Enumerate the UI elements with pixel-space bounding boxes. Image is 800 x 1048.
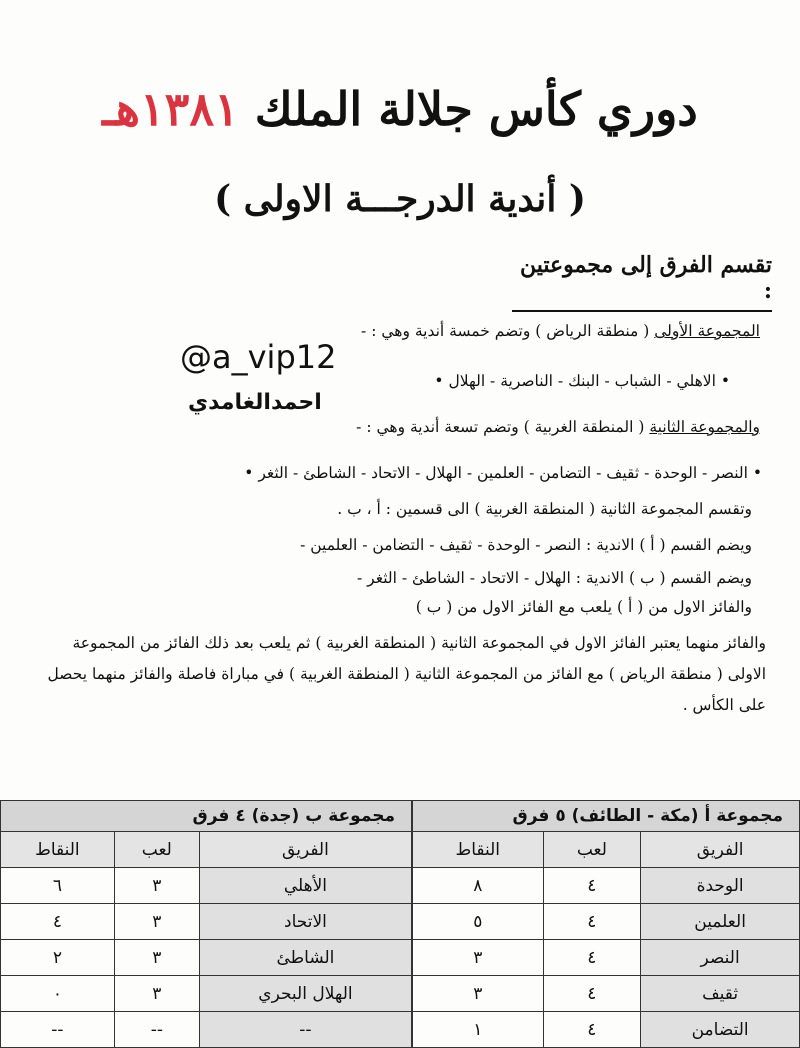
points-cell: ٦: [1, 868, 115, 904]
sectionB-line: ويضم القسم ( ب ) الاندية : الهلال - الاتحاد - الشاطئ - الثغر -: [357, 569, 752, 587]
table-row: [1, 1012, 412, 1048]
group-a-caption: مجموعة أ (مكة - الطائف) ٥ فرق: [413, 801, 800, 832]
table-row: [413, 868, 800, 904]
team-cell: الوحدة: [641, 868, 800, 904]
played-cell: ٣: [114, 976, 199, 1012]
points-cell: ٣: [413, 976, 544, 1012]
team-cell: --: [199, 1012, 411, 1048]
group1-label: المجموعة الأولى: [654, 322, 760, 340]
played-cell: ٣: [114, 868, 199, 904]
group-a-table: [412, 800, 800, 1048]
header-played: لعب: [114, 832, 199, 868]
header-team: الفريق: [641, 832, 800, 868]
split-line: وتقسم المجموعة الثانية ( المنطقة الغربية ) الى قسمين : أ ، ب .: [337, 500, 752, 518]
points-cell: ٢: [1, 940, 115, 976]
points-cell: ٥: [413, 904, 544, 940]
points-cell: --: [1, 1012, 115, 1048]
final-paragraph: والفائز منهما يعتبر الفائز الاول في المجموعة الثانية ( المنطقة الغربية ) ثم يلعب بعد ذلك الفائز من المجموعة الاولى ( منطقة الرياض ) مع الفائز من المجموعة الثانية ( المنطقة الغربية ) في مباراة فاصلة والفائز منهما يحصل على الكأس .: [47, 634, 766, 714]
played-cell: ٤: [543, 1012, 641, 1048]
table-row: [1, 868, 412, 904]
played-cell: --: [114, 1012, 199, 1048]
title-main: دوري كأس جلالة الملك: [254, 82, 698, 136]
table-row: [413, 904, 800, 940]
header-points: النقاط: [1, 832, 115, 868]
played-cell: ٣: [114, 904, 199, 940]
points-cell: ٠: [1, 976, 115, 1012]
team-cell: العلمين: [641, 904, 800, 940]
group2-line: [200, 418, 760, 436]
points-cell: ٣: [413, 940, 544, 976]
table-row: [413, 976, 800, 1012]
page-title: [0, 82, 800, 136]
header-played: لعب: [543, 832, 641, 868]
table-row: [1, 976, 412, 1012]
group1-teams: • الاهلي - الشباب - البنك - الناصرية - الهلال •: [434, 372, 730, 390]
group-a-caption-row: [413, 801, 800, 832]
group-a-header-row: [413, 832, 800, 868]
team-cell: النصر: [641, 940, 800, 976]
table-row: [1, 940, 412, 976]
watermark-handle: @a_vip12: [180, 338, 337, 376]
table-row: [413, 1012, 800, 1048]
team-cell: الهلال البحري: [199, 976, 411, 1012]
group-b-table: [0, 800, 412, 1048]
group1-text: ( منطقة الرياض ) وتضم خمسة أندية وهي : -: [361, 322, 650, 340]
team-cell: الشاطئ: [199, 940, 411, 976]
points-cell: ٨: [413, 868, 544, 904]
group2-label: والمجموعة الثانية: [649, 418, 760, 436]
team-cell: الأهلي: [199, 868, 411, 904]
points-cell: ٤: [1, 904, 115, 940]
played-cell: ٤: [543, 868, 641, 904]
points-cell: ١: [413, 1012, 544, 1048]
team-cell: الاتحاد: [199, 904, 411, 940]
winners-line: والفائز الاول من ( أ ) يلعب مع الفائز الاول من ( ب ): [415, 598, 752, 616]
played-cell: ٤: [543, 940, 641, 976]
header-team: الفريق: [199, 832, 411, 868]
header-points: النقاط: [413, 832, 544, 868]
group-b-caption: مجموعة ب (جدة) ٤ فرق: [1, 801, 412, 832]
played-cell: ٣: [114, 940, 199, 976]
watermark-name: احمدالغامدي: [188, 390, 322, 415]
sectionA-line: ويضم القسم ( أ ) الاندية : النصر - الوحدة - ثقيف - التضامن - العلمين -: [300, 536, 752, 554]
group2-teams: • النصر - الوحدة - ثقيف - التضامن - العلمين - الهلال - الاتحاد - الشاطئ - الثغر •: [244, 464, 762, 482]
team-cell: التضامن: [641, 1012, 800, 1048]
table-row: [1, 904, 412, 940]
intro-heading: تقسم الفرق إلى مجموعتين :: [512, 252, 772, 312]
title-year: ١٣٨١هـ: [102, 82, 239, 136]
played-cell: ٤: [543, 904, 641, 940]
group2-text: ( المنطقة الغربية ) وتضم تسعة أندية وهي : -: [356, 418, 645, 436]
group-b-caption-row: [1, 801, 412, 832]
group-b-header-row: [1, 832, 412, 868]
played-cell: ٤: [543, 976, 641, 1012]
page-subtitle: ( أندية الدرجـــة الاولى ): [214, 178, 586, 220]
table-row: [413, 940, 800, 976]
team-cell: ثقيف: [641, 976, 800, 1012]
